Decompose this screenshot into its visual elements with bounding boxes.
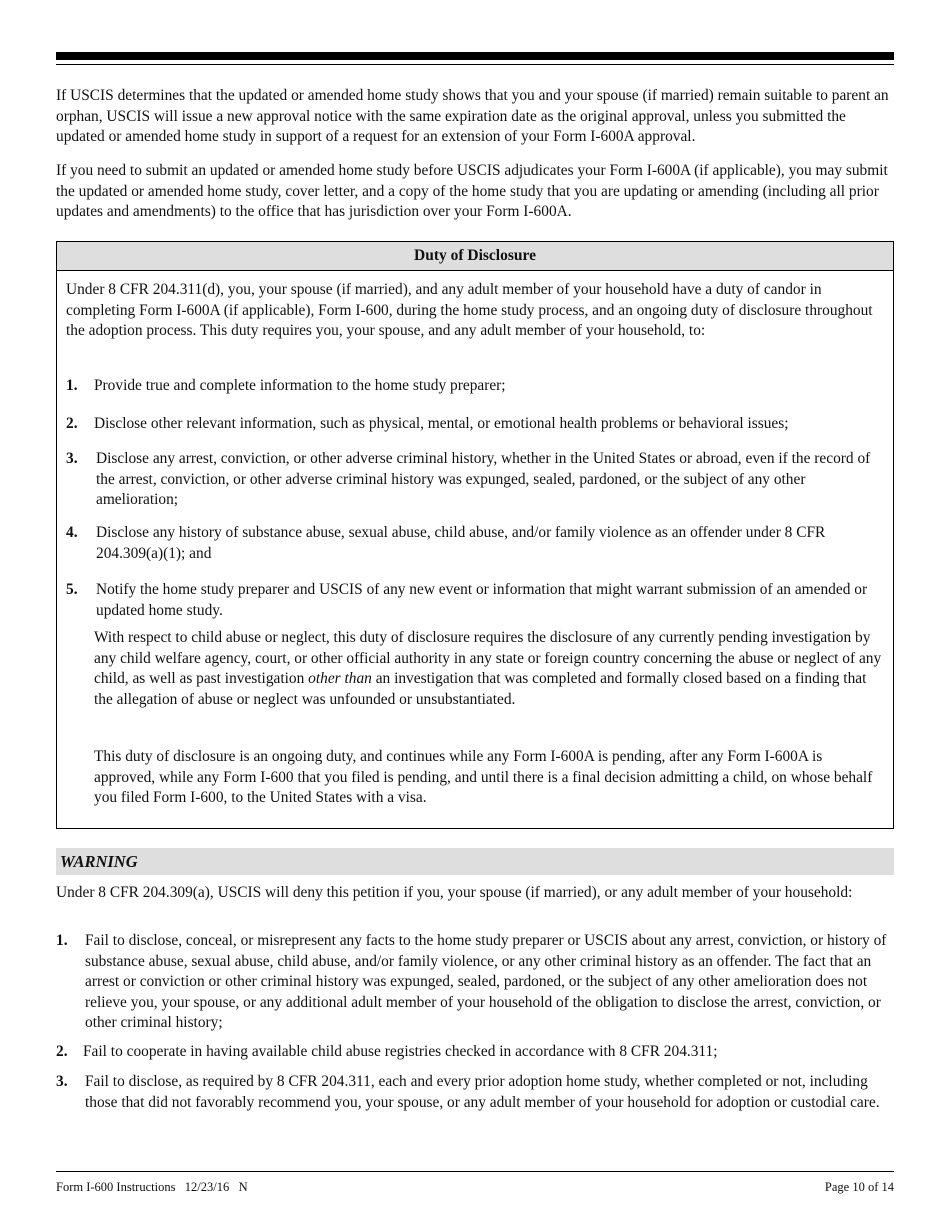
intro-paragraph-1: If USCIS determines that the updated or amended home study shows that you and your spouse (if married) remain suitable to parent an orphan, USCIS will issue a new approval notice with the same expiration date as the original approval, unless you submitted the updated or amended home study in support of a request for an extension of your Form I-600A approval.	[56, 87, 889, 145]
duty-of-disclosure-box	[56, 241, 894, 829]
sub1-emphasis: other than	[308, 670, 372, 687]
intro-paragraph-2: If you need to submit an updated or amended home study before USCIS adjudicates your Form I-600A (if applicable), you may submit the updated or amended home study, cover letter, and a copy of the home study that you are updating or amending (including all prior updates and amendments) to the office that has jurisdiction over your Form I-600A.	[56, 162, 888, 220]
duty-item-text: Disclose any history of substance abuse, sexual abuse, child abuse, and/or family violence as an offender under 8 CFR 204.309(a)(1); and	[96, 524, 826, 562]
duty-heading: Duty of Disclosure	[57, 242, 893, 271]
duty-intro: Under 8 CFR 204.311(d), you, your spouse (if married), and any adult member of your household have a duty of candor in completing Form I-600A (if applicable), Form I-600, during the home study process, and an ongoing duty of disclosure throughout the adoption process. This duty requires you, your spouse, and any adult member of your household, to:	[66, 281, 873, 339]
duty-item-number: 5.	[66, 581, 78, 598]
footer-form-info: Form I-600 Instructions 12/23/16 N	[56, 1180, 248, 1194]
footer-page-number: Page 10 of 14	[824, 1180, 894, 1194]
warning-item-number: 3.	[56, 1073, 68, 1090]
duty-item-number: 2.	[66, 415, 78, 432]
duty-item-number: 4.	[66, 524, 78, 541]
warning-bar	[56, 848, 894, 875]
duty-item-text: Disclose other relevant information, such as physical, mental, or emotional health problems or behavioral issues;	[94, 415, 789, 432]
duty-item-text: Provide true and complete information to the home study preparer;	[94, 377, 506, 394]
header-rule-thin	[56, 64, 894, 65]
warning-title: WARNING	[60, 852, 138, 871]
sub1-text-after: an investigation that was completed and formally closed based on a finding that the allegation of abuse or neglect was unfounded or unsubstantiated.	[94, 670, 867, 708]
duty-ongoing-paragraph: This duty of disclosure is an ongoing duty, and continues while any Form I-600A is pending, after any Form I-600A is approved, while any Form I-600 that you filed is pending, and until there is a final decision admitting a child, on whose behalf you filed Form I-600, to the United States with a visa.	[94, 748, 873, 806]
duty-item-text: Disclose any arrest, conviction, or other adverse criminal history, whether in the United States or abroad, even if the record of the arrest, conviction, or other adverse criminal history was expunged, sealed, pardoned, or the subject of any other amelioration;	[96, 450, 871, 508]
duty-child-abuse-paragraph	[94, 628, 884, 710]
warning-item-number: 2.	[56, 1043, 68, 1060]
sub1-text-before: With respect to child abuse or neglect, this duty of disclosure requires the disclosure of any currently pending investigation by any child welfare agency, court, or other official authority in any state or foreign country concerning the abuse or neglect of any child, as well as past investigation	[94, 629, 882, 687]
duty-item-text: Notify the home study preparer and USCIS of any new event or information that might warrant submission of an amended or updated home study.	[96, 581, 868, 619]
warning-intro: Under 8 CFR 204.309(a), USCIS will deny this petition if you, your spouse (if married), or any adult member of your household:	[56, 884, 853, 901]
duty-item-number: 1.	[66, 377, 78, 394]
header-rule-thick	[56, 52, 894, 60]
warning-item-text: Fail to cooperate in having available child abuse registries checked in accordance with 8 CFR 204.311;	[83, 1043, 718, 1060]
warning-item-text: Fail to disclose, as required by 8 CFR 204.311, each and every prior adoption home study, whether completed or not, including those that did not favorably recommend you, your spouse, or any adult member of your household for adoption or custodial care.	[85, 1073, 880, 1111]
warning-item-number: 1.	[56, 932, 68, 949]
duty-item-number: 3.	[66, 450, 78, 467]
footer-rule	[56, 1171, 894, 1172]
warning-item-text: Fail to disclose, conceal, or misrepresent any facts to the home study preparer or USCIS about any arrest, conviction, or history of substance abuse, sexual abuse, child abuse, and/or family violence, or any other criminal history as an offender. The fact that an arrest or conviction or other criminal history was expunged, sealed, pardoned, or the subject of any other amelioration does not relieve you, your spouse, or any additional adult member of your household of the obligation to disclose the arrest, conviction, or other criminal history;	[85, 932, 887, 1031]
